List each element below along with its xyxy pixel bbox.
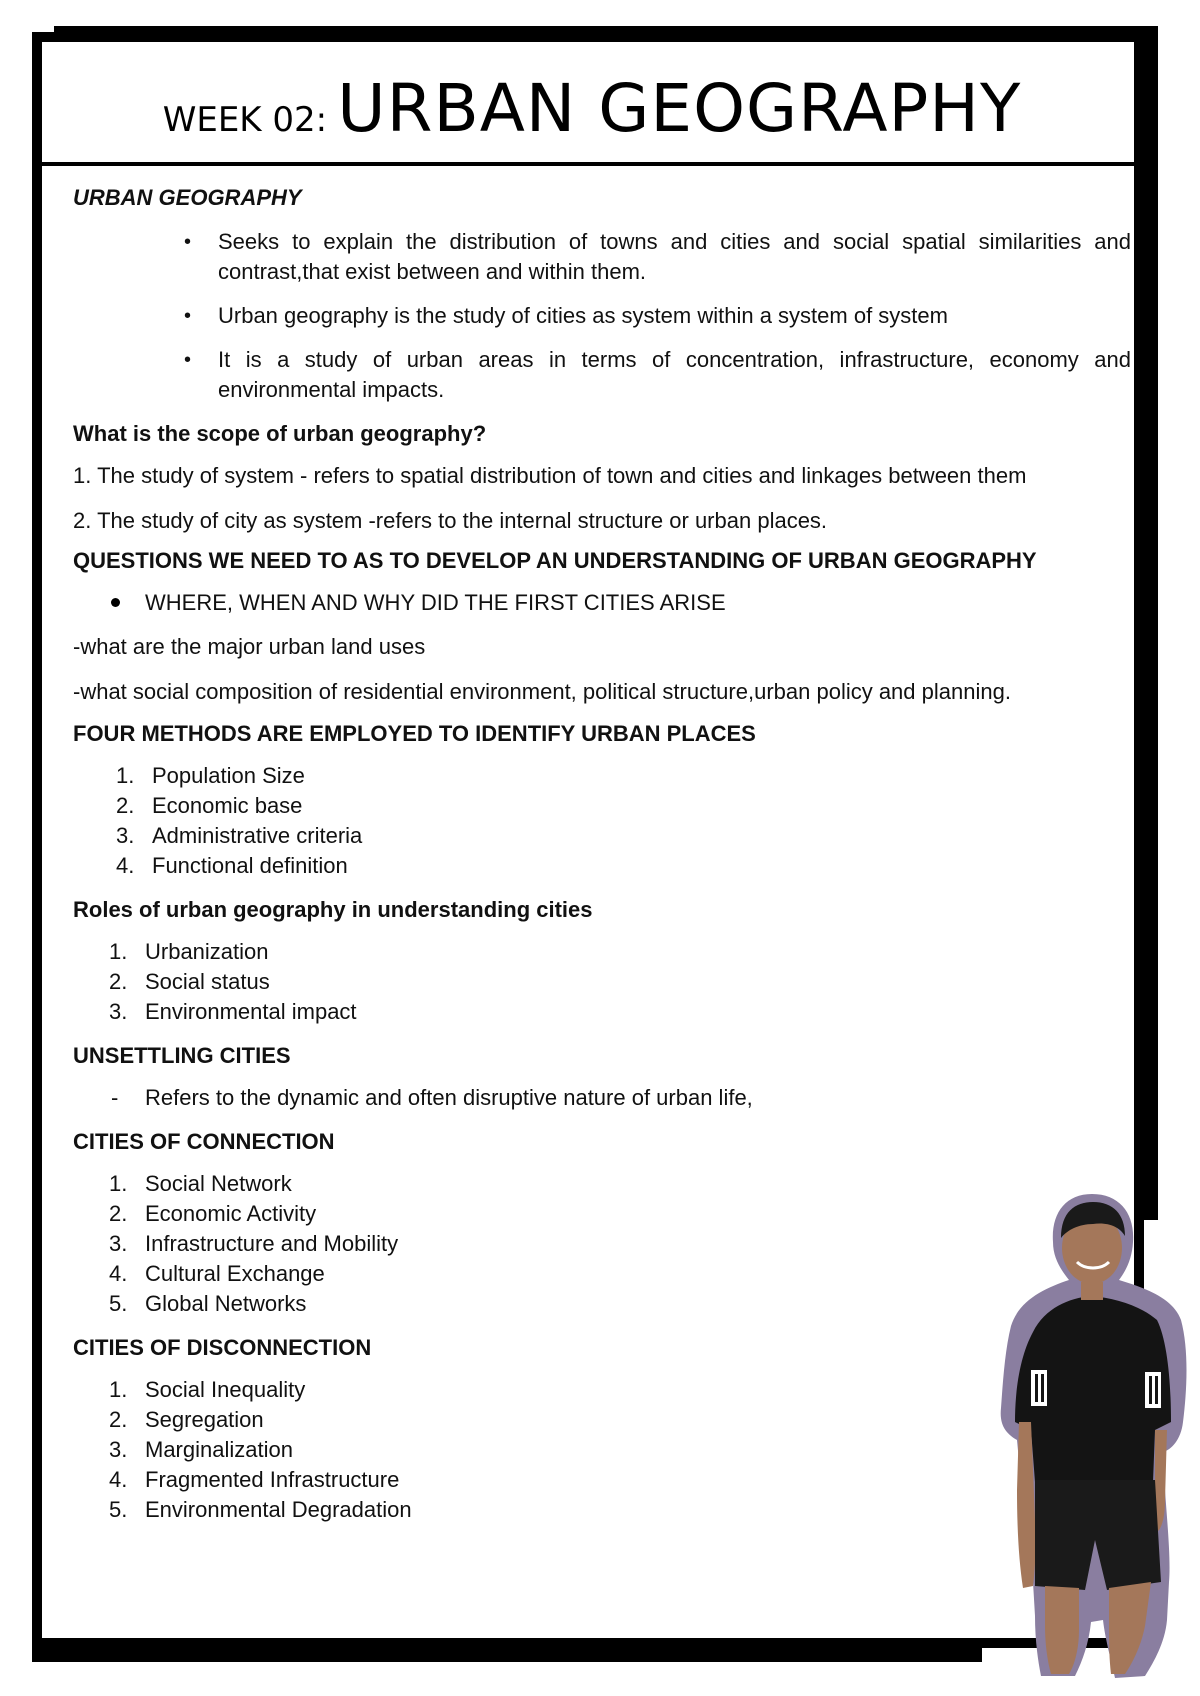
scope-item: 2. The study of city as system -refers to the internal structure or urban places. [73,508,828,533]
list-item: 4. Cultural Exchange [109,1261,325,1286]
question-line: -what social composition of residential environment, political structure,urban policy and planning. [73,679,1011,704]
question-line: -what are the major urban land uses [73,634,426,659]
list-item: 3. Environmental impact [109,999,357,1024]
list-item: • Urban geography is the study of cities as system within a system of system [218,301,1131,331]
unsettling-list [73,1083,1131,1113]
person-photo [995,1190,1190,1680]
list-item: 4. Functional definition [116,853,348,878]
section-heading-urban-geography: URBAN GEOGRAPHY [73,185,302,210]
section-heading-methods: FOUR METHODS ARE EMPLOYED TO IDENTIFY URBAN PLACES [73,721,756,746]
list-item: 2. Segregation [109,1407,264,1432]
list-item: 3. Administrative criteria [116,823,363,848]
section-heading-scope: What is the scope of urban geography? [73,421,487,446]
scope-item: 1. The study of system - refers to spatial distribution of town and cities and linkages between them [73,463,1027,488]
section-heading-roles: Roles of urban geography in understanding cities [73,897,593,922]
list-item: 2. Economic base [116,793,303,818]
list-item: 1. Population Size [116,763,305,788]
frame-shadow-bottom [32,1648,982,1662]
section-heading-unsettling: UNSETTLING CITIES [73,1043,291,1068]
list-item: 1. Social Inequality [109,1377,306,1402]
connection-list [73,1169,1131,1319]
list-item: WHERE, WHEN AND WHY DID THE FIRST CITIES ARISE [145,588,1131,618]
methods-list [73,761,1131,881]
title-divider [42,162,1142,166]
roles-list [73,937,1131,1027]
list-item: • Seeks to explain the distribution of towns and cities and social spatial similarities and contrast,that exist between and within them. [218,227,1131,287]
page-title-main: URBAN GEOGRAPHY [337,70,1022,147]
disconnection-list [73,1375,1131,1525]
list-item: 5. Global Networks [109,1291,307,1316]
list-item: 5. Environmental Degradation [109,1497,412,1522]
page-title-prefix: WEEK 02: [162,100,328,140]
questions-bullets [73,588,1131,618]
section-heading-questions: QUESTIONS WE NEED TO AS TO DEVELOP AN UNDERSTANDING OF URBAN GEOGRAPHY [73,548,1037,573]
section-heading-disconnection: CITIES OF DISCONNECTION [73,1335,372,1360]
page-title [42,70,1142,147]
list-item: 3. Marginalization [109,1437,293,1462]
list-item: - Refers to the dynamic and often disruptive nature of urban life, [145,1083,1131,1113]
list-item: 1. Social Network [109,1171,292,1196]
list-item: 1. Urbanization [109,939,269,964]
list-item: 3. Infrastructure and Mobility [109,1231,399,1256]
list-item: 2. Social status [109,969,270,994]
list-item: 4. Fragmented Infrastructure [109,1467,400,1492]
list-item: • It is a study of urban areas in terms of concentration, infrastructure, economy and environmental impacts. [218,345,1131,405]
list-item: 2. Economic Activity [109,1201,317,1226]
document-content [73,183,1131,1539]
urban-geography-bullets [73,227,1131,405]
section-heading-connection: CITIES OF CONNECTION [73,1129,335,1154]
